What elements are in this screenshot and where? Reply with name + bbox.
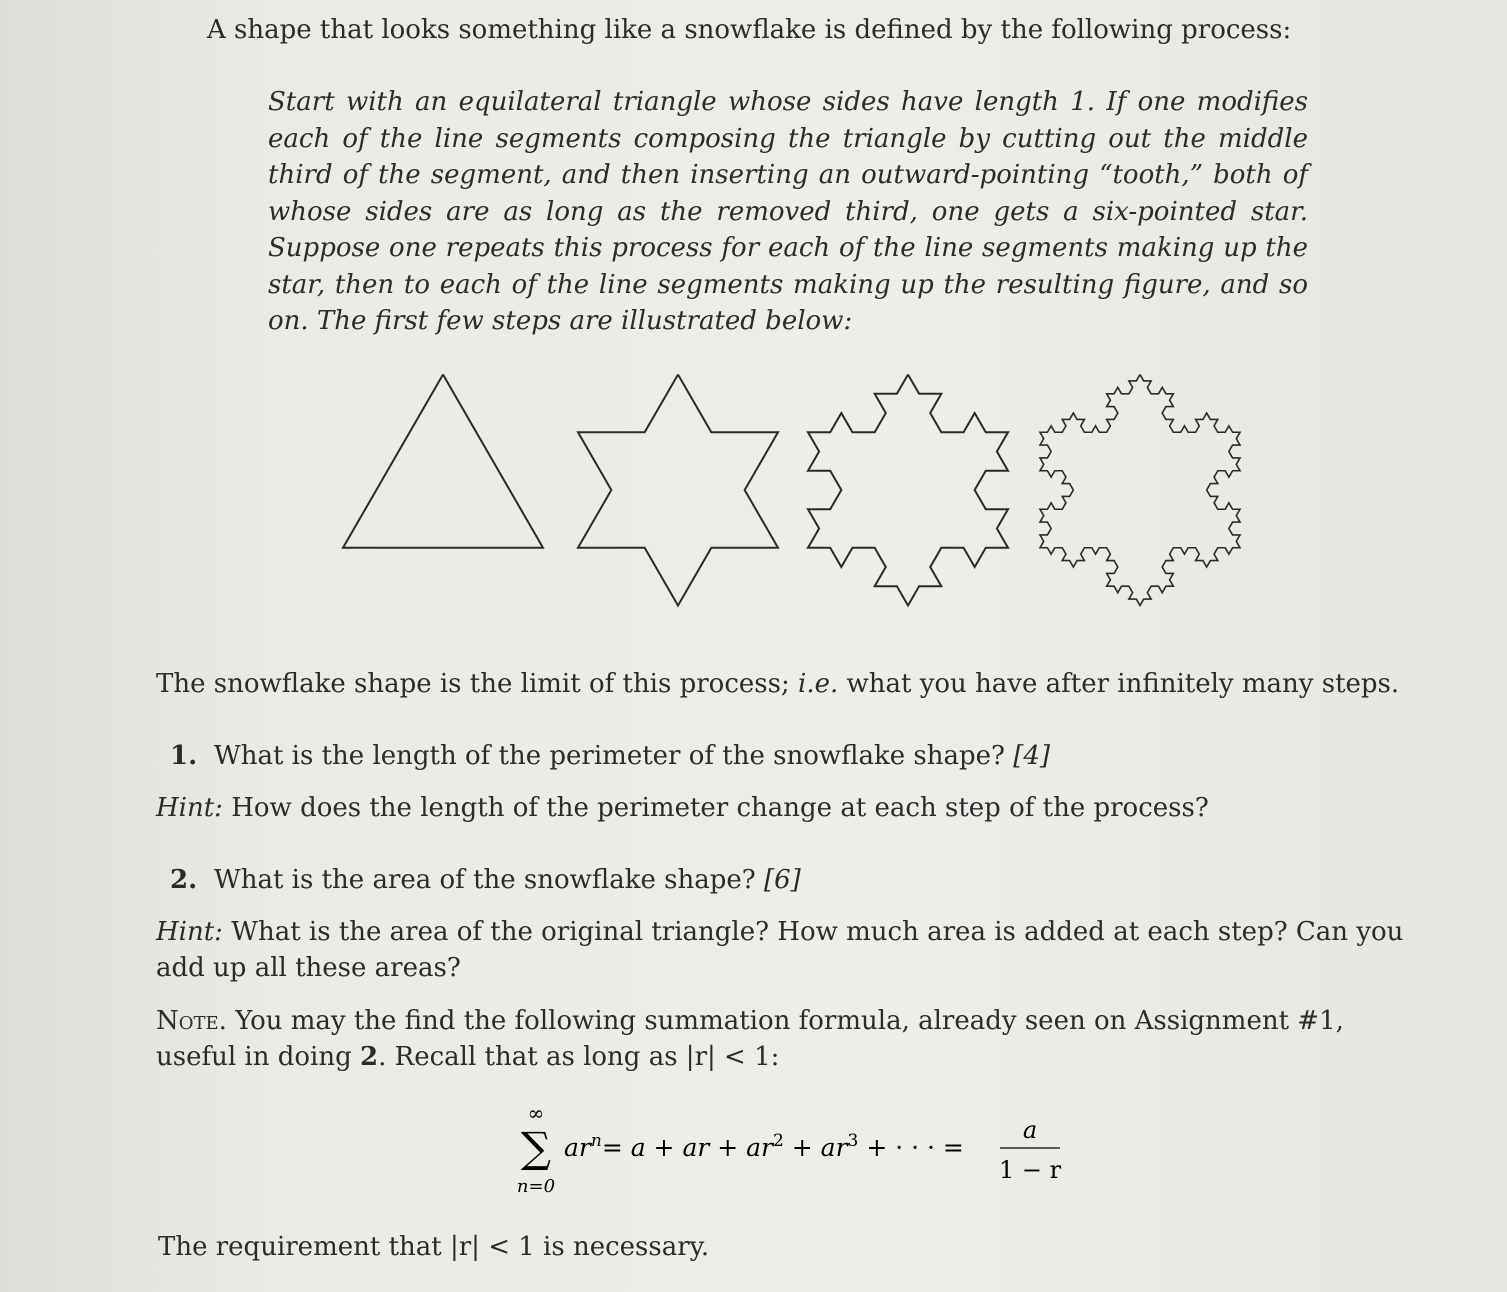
- snowflake-iteration-2: [808, 375, 1008, 606]
- formula-dots: + · · · =: [858, 1133, 964, 1162]
- question-2-marks: [6]: [764, 865, 801, 895]
- term-exponent: n: [590, 1131, 602, 1151]
- question-1-marks: [4]: [1013, 741, 1051, 771]
- fraction-numerator: a: [1022, 1116, 1038, 1144]
- limit-statement: [156, 666, 1416, 702]
- note-text-a: You may the find the following summation formula, already seen on Assignment #1, useful in doing: [156, 1006, 1344, 1072]
- question-1-number: 1.: [170, 741, 198, 771]
- hint-2-label: Hint:: [156, 917, 223, 947]
- summation-note: [156, 1003, 1426, 1075]
- term-base: ar: [564, 1133, 591, 1162]
- sigma-symbol: ∑: [521, 1123, 551, 1172]
- exp-3: 3: [847, 1131, 859, 1151]
- hint-1-text: How does the length of the perimeter change at each step of the process?: [231, 793, 1209, 823]
- geometric-series-formula: [500, 1100, 1100, 1200]
- question-1: [170, 738, 1270, 774]
- process-description: Start with an equilateral triangle whose sides have length 1. If one modifies each of the line segments composing the triangle by cutting out the middle third of the segment, and then inserting an outward-pointing “tooth,” both of whose sides are as long as the removed third, one gets a six-pointed star. Suppose one repeats this process for each of the line segments making up the star, then to each of the line segments making up the resulting figure, and so on. The first few steps are illustrated below:: [268, 87, 1308, 336]
- formula-rhs: = a + ar + ar: [601, 1133, 774, 1162]
- hint-1: [156, 790, 1426, 826]
- snowflake-iteration-0: [343, 375, 543, 548]
- snowflake-iterations-figure: [330, 370, 1260, 620]
- requirement-text: The requirement that |r| < 1 is necessary.: [158, 1232, 710, 1262]
- question-2-number: 2.: [170, 865, 198, 895]
- note-text-c: . Recall that as long as |r| < 1:: [378, 1042, 780, 1072]
- limit-text-post: what you have after infinitely many steps.: [838, 669, 1400, 699]
- fraction-denominator: 1 − r: [998, 1156, 1062, 1184]
- question-2-text: What is the area of the snowflake shape?: [214, 865, 756, 895]
- question-1-text: What is the length of the perimeter of the snowflake shape?: [214, 741, 1005, 771]
- sum-upper-limit: ∞: [527, 1101, 545, 1125]
- sum-lower-limit: n=0: [516, 1176, 556, 1197]
- limit-text-pre: The snowflake shape is the limit of this process;: [156, 669, 798, 699]
- hint-2: [156, 914, 1426, 986]
- snowflake-iteration-1: [578, 375, 778, 606]
- snowflake-iteration-3: [1040, 375, 1240, 606]
- limit-text-ie: i.e.: [798, 669, 839, 699]
- intro-text: A shape that looks something like a snowflake is defined by the following process:: [207, 15, 1292, 45]
- formula-plus-3: + ar: [783, 1133, 848, 1162]
- hint-2-text: What is the area of the original triangle? How much area is added at each step? Can you add up all these areas?: [156, 917, 1404, 983]
- note-text-b: 2: [360, 1042, 379, 1072]
- formula-lhs: [564, 1131, 964, 1162]
- question-2: [170, 862, 1270, 898]
- exp-2: 2: [773, 1131, 784, 1151]
- hint-1-label: Hint:: [156, 793, 223, 823]
- note-label: Note.: [156, 1006, 227, 1036]
